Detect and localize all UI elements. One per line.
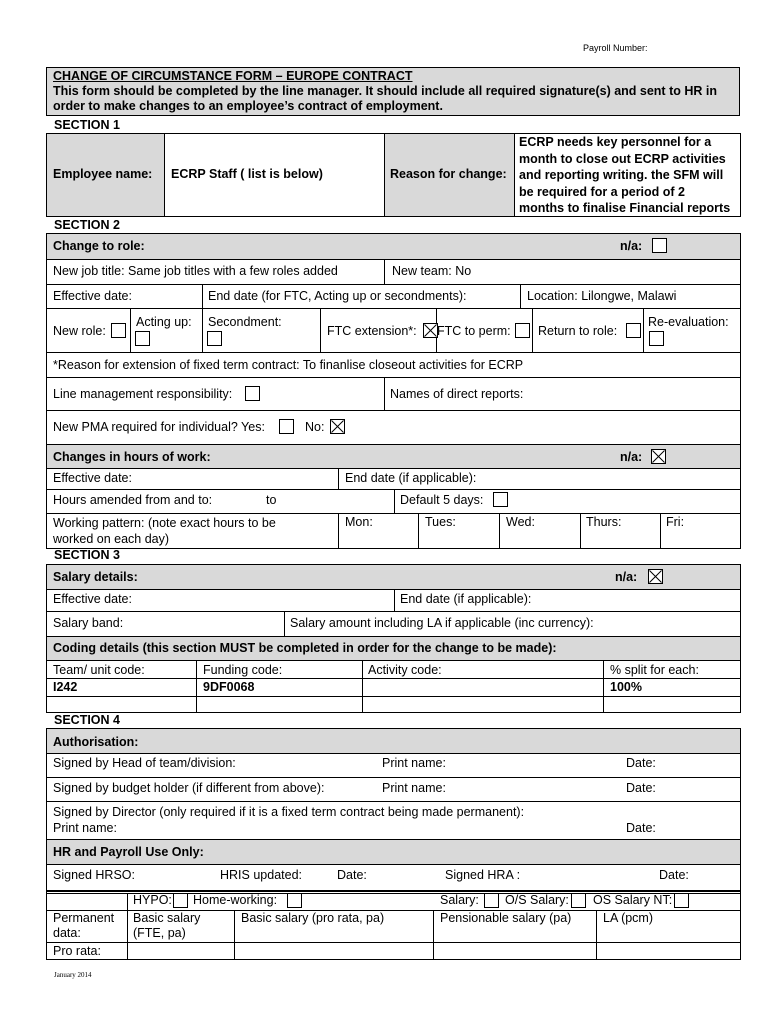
direct-reports[interactable]: Names of direct reports: (390, 387, 524, 401)
working-pattern-label: Working pattern: (note exact hours to be worked on each day) (53, 516, 276, 546)
authorisation-heading: Authorisation: (53, 735, 139, 749)
footer-date: January 2014 (54, 971, 92, 979)
team-code-value[interactable]: I242 (53, 680, 78, 694)
mon-field[interactable]: Mon: (345, 515, 373, 529)
signed-head-field[interactable]: Signed by Head of team/division: (53, 756, 236, 770)
salary-effective-date[interactable]: Effective date: (53, 592, 132, 606)
basic-salary-fte-header: Basic salary (FTE, pa) (133, 911, 201, 940)
ftc-perm-checkbox[interactable] (515, 323, 530, 338)
default-5-days-checkbox[interactable] (493, 492, 508, 507)
acting-up-label: Acting up: (136, 315, 192, 329)
hypo-checkbox[interactable] (173, 893, 188, 908)
pma-yes-checkbox[interactable] (279, 419, 294, 434)
reason-extension[interactable]: *Reason for extension of fixed term contract: To finanlise closeout activities for ECRP (53, 358, 524, 372)
hours-end-date[interactable]: End date (if applicable): (345, 471, 477, 485)
hypo-label: HYPO: (133, 893, 172, 907)
activity-code-header: Activity code: (368, 663, 442, 677)
signed-hra-field[interactable]: Signed HRA : (445, 868, 521, 882)
section1-label: SECTION 1 (54, 118, 120, 132)
tues-field[interactable]: Tues: (425, 515, 456, 529)
section3-label: SECTION 3 (54, 548, 120, 562)
line-mgmt-checkbox[interactable] (245, 386, 260, 401)
os-salary-label: O/S Salary: (505, 893, 569, 907)
change-to-role-heading: Change to role: (53, 239, 145, 253)
hra-date-field[interactable]: Date: (659, 868, 689, 882)
acting-up-checkbox[interactable] (135, 331, 150, 346)
salary-amount[interactable]: Salary amount including LA if applicable (inc currency): (290, 616, 594, 630)
secondment-checkbox[interactable] (207, 331, 222, 346)
funding-code-value[interactable]: 9DF0068 (203, 680, 255, 694)
salary-label: Salary: (440, 893, 479, 907)
hours-heading: Changes in hours of work: (53, 450, 211, 464)
hours-na-label: n/a: (620, 450, 643, 464)
secondment-label: Secondment: (208, 315, 282, 329)
thurs-field[interactable]: Thurs: (586, 515, 622, 529)
form-header (46, 67, 740, 116)
reason-label: Reason for change: (390, 167, 507, 181)
ftc-extension-label: FTC extension*: (327, 324, 417, 338)
salary-end-date[interactable]: End date (if applicable): (400, 592, 532, 606)
return-role-checkbox[interactable] (626, 323, 641, 338)
la-pcm-header: LA (pcm) (603, 911, 654, 925)
form-instructions-line2: order to make changes to an employee’s contract of employment. (53, 99, 443, 113)
print-name-director-field[interactable]: Print name: (53, 821, 117, 835)
os-salary-nt-checkbox[interactable] (674, 893, 689, 908)
os-salary-checkbox[interactable] (571, 893, 586, 908)
os-salary-nt-label: OS Salary NT: (593, 893, 673, 907)
re-evaluation-label: Re-evaluation: (648, 315, 729, 329)
signed-budget-field[interactable]: Signed by budget holder (if different from above): (53, 781, 325, 795)
date-head-field[interactable]: Date: (626, 756, 656, 770)
basic-salary-pro-rata-header: Basic salary (pro rata, pa) (241, 911, 385, 925)
new-role-label: New role: (53, 324, 106, 338)
salary-na-checkbox[interactable] (648, 569, 663, 584)
fri-field[interactable]: Fri: (666, 515, 685, 529)
print-name-budget-field[interactable]: Print name: (382, 781, 446, 795)
new-job-title[interactable]: New job title: Same job titles with a few roles added (53, 264, 338, 278)
role-end-date[interactable]: End date (for FTC, Acting up or secondments): (208, 289, 467, 303)
new-role-checkbox[interactable] (111, 323, 126, 338)
signed-hrso-field[interactable]: Signed HRSO: (53, 868, 135, 882)
ftc-perm-label: FTC to perm: (437, 324, 511, 338)
salary-na-label: n/a: (615, 570, 638, 584)
hr-payroll-heading: HR and Payroll Use Only: (53, 845, 204, 859)
return-role-label: Return to role: (538, 324, 618, 338)
hours-effective-date[interactable]: Effective date: (53, 471, 132, 485)
location[interactable]: Location: Lilongwe, Malawi (527, 289, 677, 303)
role-effective-date[interactable]: Effective date: (53, 289, 132, 303)
home-working-label: Home-working: (193, 893, 278, 907)
re-evaluation-checkbox[interactable] (649, 331, 664, 346)
employee-name-label: Employee name: (53, 167, 153, 181)
section4-label: SECTION 4 (54, 713, 120, 727)
team-code-header: Team/ unit code: (53, 663, 145, 677)
form-instructions-line1: This form should be completed by the line manager. It should include all required signature(s) and sent to HR in (53, 84, 717, 98)
pensionable-salary-header: Pensionable salary (pa) (440, 911, 572, 925)
line-mgmt-label: Line management responsibility: (53, 387, 233, 401)
hours-na-checkbox[interactable] (651, 449, 666, 464)
home-working-checkbox[interactable] (287, 893, 302, 908)
pma-no-checkbox[interactable] (330, 419, 345, 434)
form-title: CHANGE OF CIRCUMSTANCE FORM – EUROPE CONTRACT (53, 69, 413, 83)
pma-no-label: No: (305, 420, 325, 434)
coding-heading: Coding details (this section MUST be completed in order for the change to be made): (53, 641, 557, 655)
funding-code-header: Funding code: (203, 663, 283, 677)
new-pma-label: New PMA required for individual? Yes: (53, 420, 265, 434)
date-director-field[interactable]: Date: (626, 821, 656, 835)
hours-to-label: to (266, 493, 277, 507)
hris-updated-field[interactable]: HRIS updated: (220, 868, 302, 882)
payroll-number-label: Payroll Number: (583, 43, 648, 53)
split-header: % split for each: (610, 663, 699, 677)
date-budget-field[interactable]: Date: (626, 781, 656, 795)
hris-date-field[interactable]: Date: (337, 868, 367, 882)
salary-details-heading: Salary details: (53, 570, 138, 584)
employee-name-value[interactable]: ECRP Staff ( list is below) (171, 167, 323, 181)
change-role-na-label: n/a: (620, 239, 643, 253)
reason-value[interactable]: ECRP needs key personnel for a month to close out ECRP activities and reporting writing. the SFM will be required for a period of 2 months to finalise Financial reports (519, 135, 731, 215)
default-5-days-label: Default 5 days: (400, 493, 484, 507)
ftc-extension-checkbox[interactable] (423, 323, 438, 338)
permanent-data-label: Permanent data: (53, 911, 115, 940)
change-role-na-checkbox[interactable] (652, 238, 667, 253)
signed-director-field[interactable]: Signed by Director (only required if it is a fixed term contract being made permanent): (53, 805, 525, 819)
salary-band[interactable]: Salary band: (53, 616, 124, 630)
new-team[interactable]: New team: No (392, 264, 472, 278)
wed-field[interactable]: Wed: (506, 515, 535, 529)
pro-rata-label: Pro rata: (53, 944, 101, 958)
hours-amended-label: Hours amended from and to: (53, 493, 213, 507)
print-name-head-field[interactable]: Print name: (382, 756, 446, 770)
section2-label: SECTION 2 (54, 218, 120, 232)
salary-checkbox[interactable] (484, 893, 499, 908)
split-value[interactable]: 100% (610, 680, 642, 694)
